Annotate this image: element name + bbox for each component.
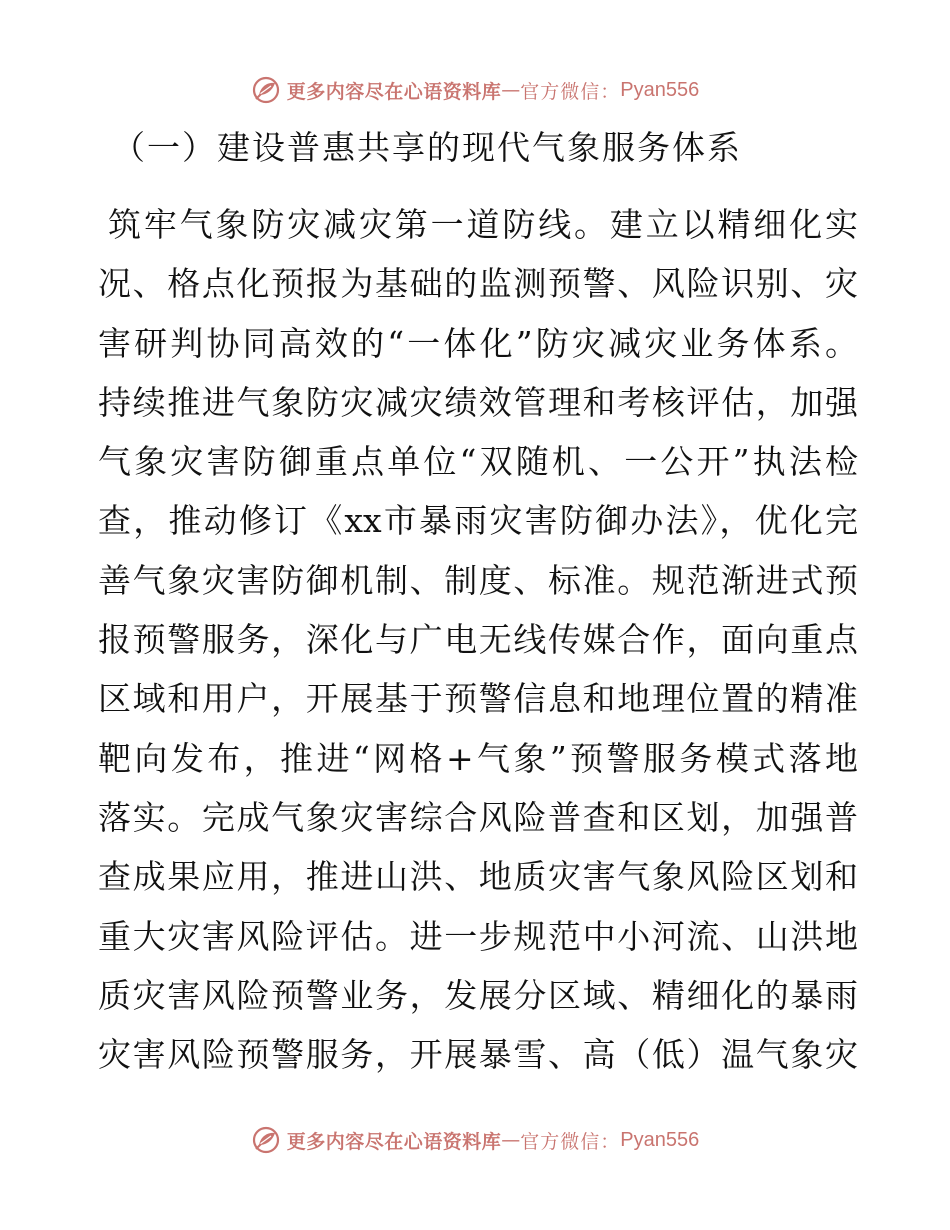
text-line: 气象灾害防御重点单位“双随机、一公开”执法检 [98, 442, 858, 482]
text-line: 善气象灾害防御机制、制度、标准。规范渐进式预 [98, 560, 858, 600]
watermark-wechat-id: Pyan556 [620, 1128, 700, 1151]
watermark-wechat-label: 官方微信： [520, 80, 621, 103]
text-line: 害研判协同高效的“一体化”防灾减灾业务体系。 [98, 323, 858, 363]
text-line: 靶向发布，推进“网格+气象”预警服务模式落地 [98, 738, 858, 778]
text-line: 灾害风险预警服务，开展暴雪、高（低）温气象灾 [98, 1035, 858, 1075]
text-line: 筑牢气象防灾减灾第一道防线。建立以精细化实 [108, 205, 858, 244]
footer-watermark [0, 1120, 950, 1160]
header-watermark [0, 70, 950, 110]
section-heading: （一）建设普惠共享的现代气象服务体系 [112, 128, 742, 167]
text-line: 区域和用户，开展基于预警信息和地理位置的精准 [98, 679, 858, 719]
watermark-site-name: 更多内容尽在心语资料库 [286, 80, 502, 103]
watermark-site-name: 更多内容尽在心语资料库 [286, 1130, 502, 1153]
text-line: 查成果应用，推进山洪、地质灾害气象风险区划和 [98, 857, 858, 897]
text-line: 质灾害风险预警业务，发展分区域、精细化的暴雨 [98, 975, 858, 1015]
text-line: 落实。完成气象灾害综合风险普查和区划，加强普 [98, 797, 858, 837]
text-line: 况、格点化预报为基础的监测预警、风险识别、灾 [98, 264, 858, 304]
body-paragraph [98, 195, 858, 1084]
text-line: 重大灾害风险评估。进一步规范中小河流、山洪地 [98, 916, 858, 956]
text-line: 查，推动修订《xx市暴雨灾害防御办法》，优化完 [98, 501, 858, 541]
watermark-dash: — [501, 79, 521, 101]
watermark-wechat-label: 官方微信： [520, 1130, 621, 1153]
text-line: 持续推进气象防灾减灾绩效管理和考核评估，加强 [98, 382, 858, 422]
text-line: 报预警服务，深化与广电无线传媒合作，面向重点 [98, 620, 858, 660]
watermark-dash: — [501, 1129, 521, 1151]
watermark-wechat-id: Pyan556 [620, 78, 700, 101]
leaf-logo-icon [251, 75, 281, 105]
leaf-logo-icon [251, 1125, 281, 1155]
